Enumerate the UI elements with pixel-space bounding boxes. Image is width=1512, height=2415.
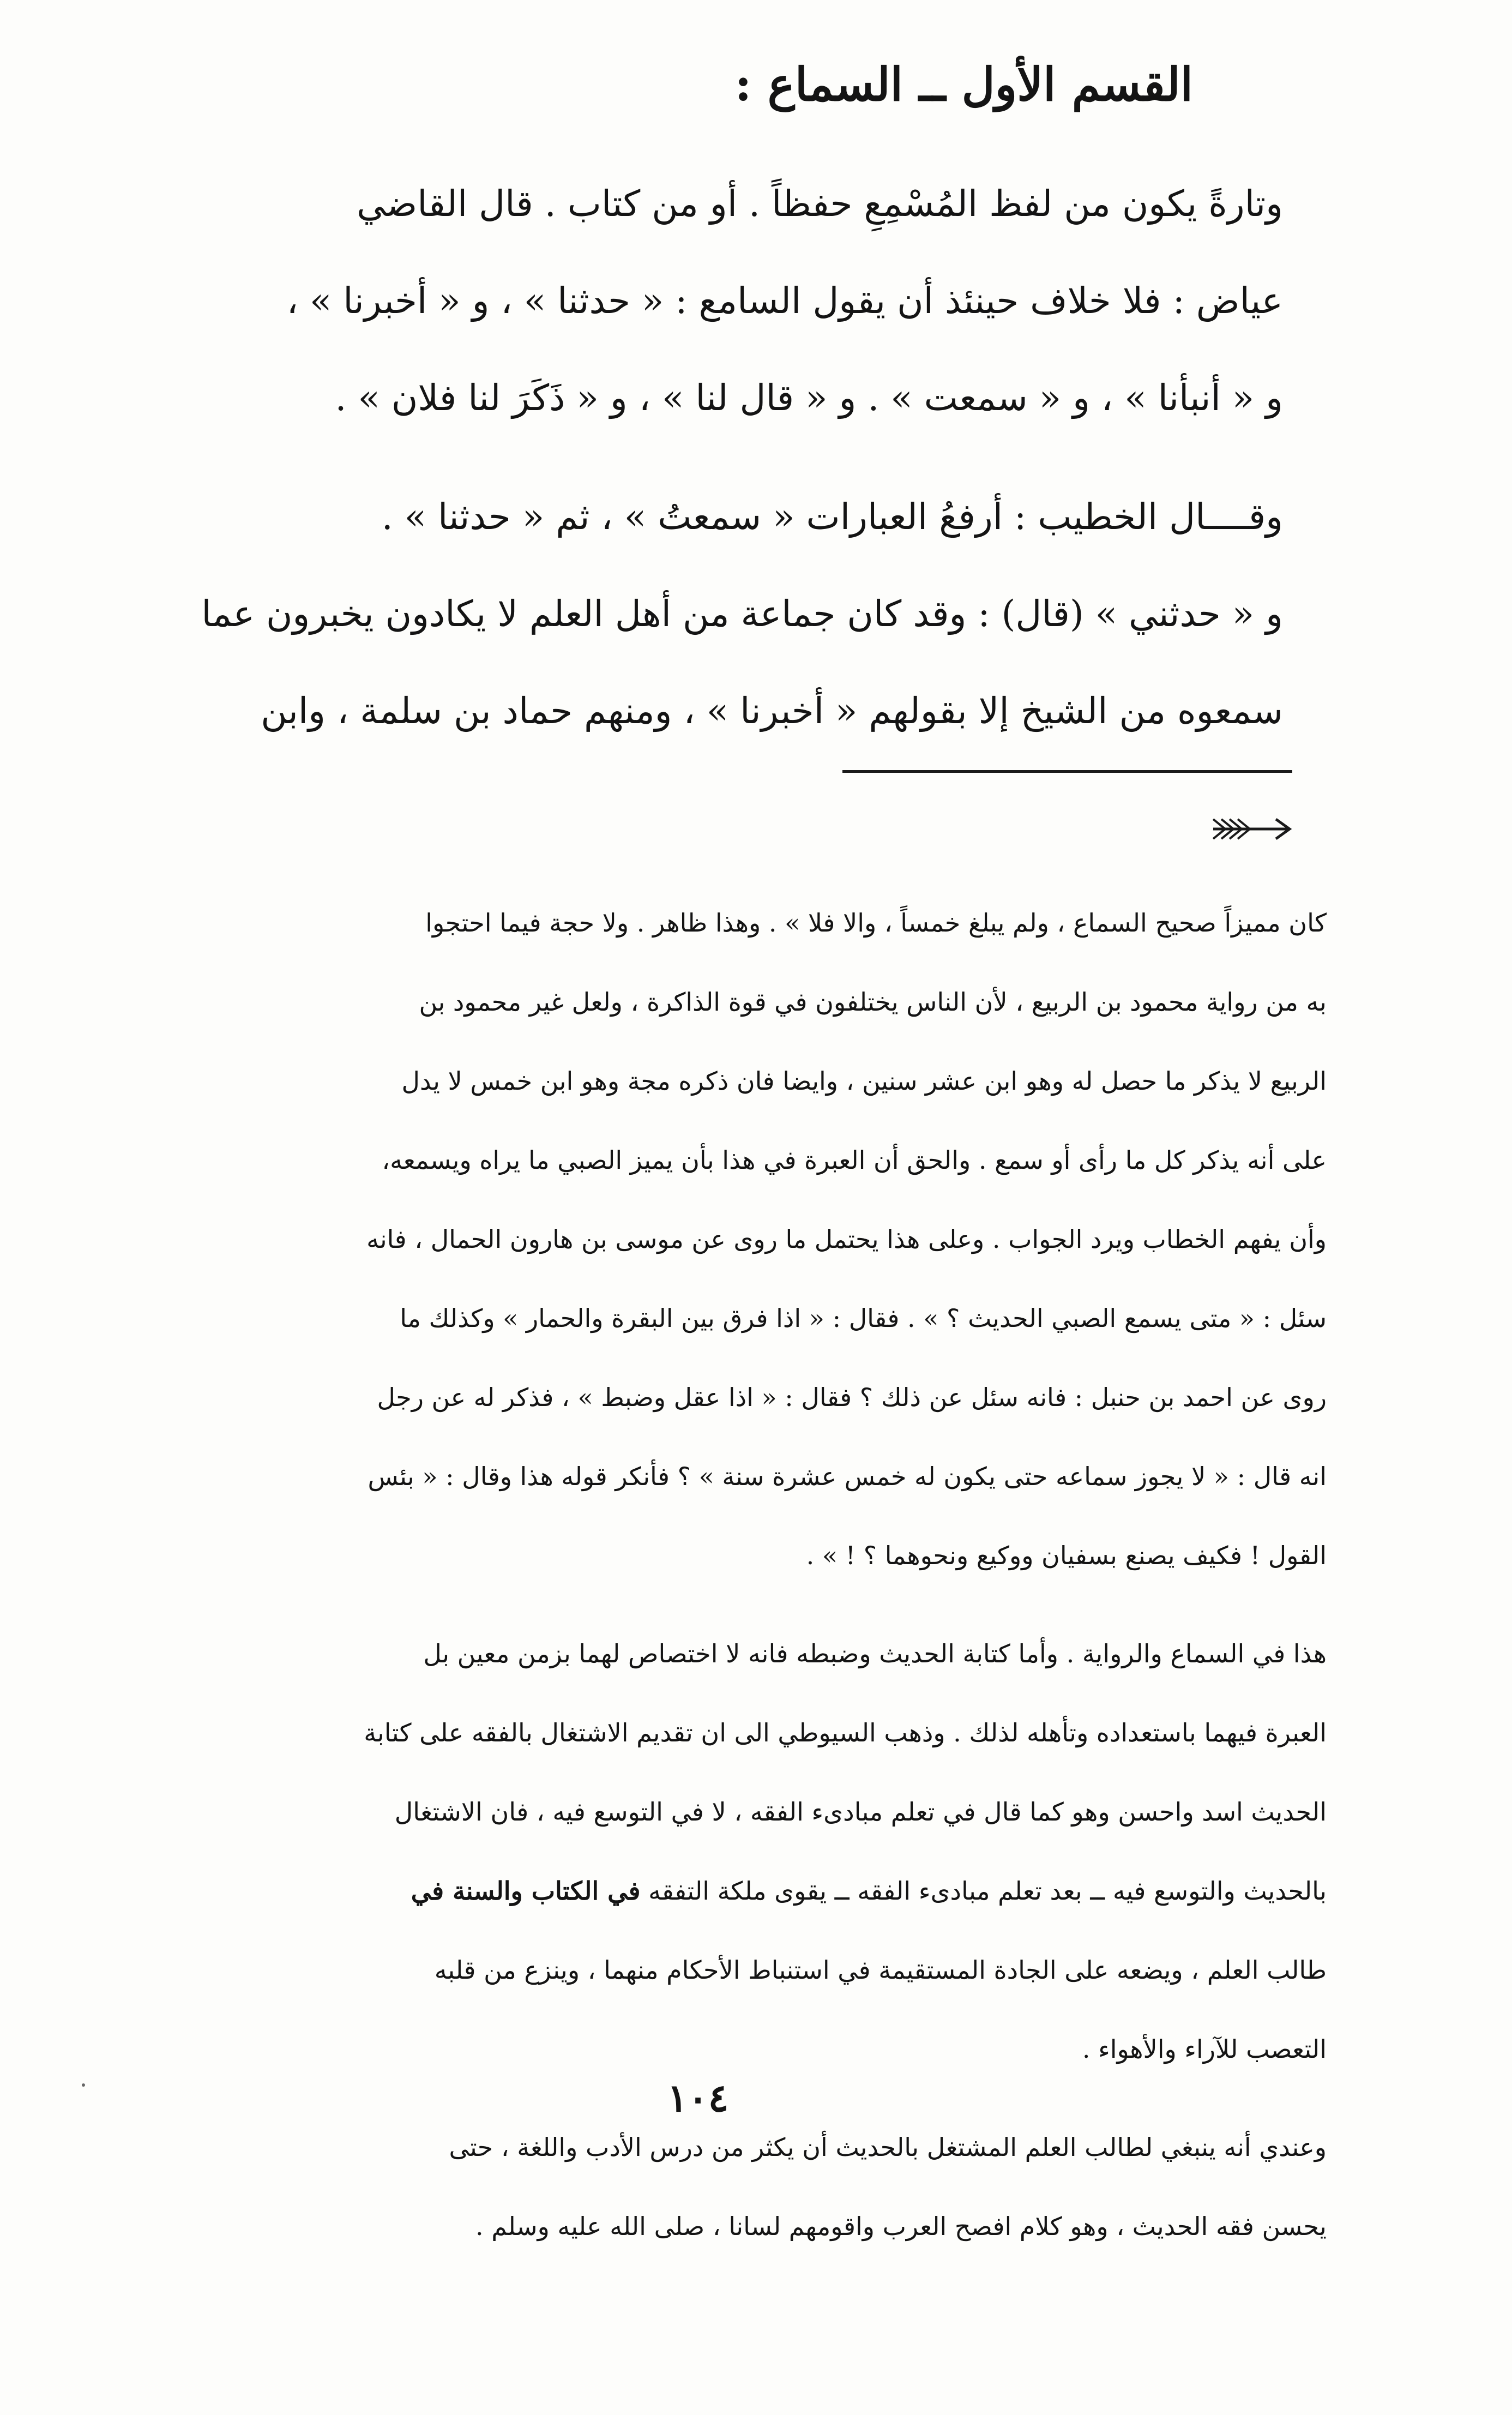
footnote-line: وعندي أنه ينبغي لطالب العلم المشتغل بالحديث أن يكثر من درس الأدب واللغة ، حتى [449, 2132, 1327, 2162]
footnote-line: وأن يفهم الخطاب ويرد الجواب . وعلى هذا يحتمل ما روى عن موسى بن هارون الحمال ، فانه [366, 1224, 1327, 1254]
footnote-line: الحديث اسد واحسن وهو كما قال في تعلم مبادىء الفقه ، لا في التوسع فيه ، فان الاشتغال [394, 1797, 1327, 1827]
footnote-line: هذا في السماع والرواية . وأما كتابة الحديث وضبطه فانه لا اختصاص لهما بزمن معين بل [423, 1639, 1327, 1668]
footnote-bold-phrase: في الكتاب والسنة في [411, 1876, 641, 1906]
body-line: و « حدثني » (قال) : وقد كان جماعة من أهل العلم لا يكادون يخبرون عما [201, 593, 1283, 635]
footnote-line: سئل : « متى يسمع الصبي الحديث ؟ » . فقال : « اذا فرق بين البقرة والحمار » وكذلك ما [400, 1303, 1327, 1333]
page-number: ١٠٤ [667, 2075, 729, 2120]
footnote-line: العبرة فيهما باستعداده وتأهله لذلك . وذهب السيوطي الى ان تقديم الاشتغال بالفقه على كتابة [364, 1718, 1327, 1747]
body-line: و « أنبأنا » ، و « سمعت » . و « قال لنا » ، و « ذَكَرَ لنا فلان » . [335, 377, 1283, 419]
footnote-line: الربيع لا يذكر ما حصل له وهو ابن عشر سنين ، وايضا فان ذكره مجة وهو ابن خمس لا يدل [401, 1066, 1327, 1096]
footnote-line: القول ! فكيف يصنع بسفيان ووكيع ونحوهما ؟ ! » . [806, 1541, 1327, 1570]
footnote-line: يحسن فقه الحديث ، وهو كلام افصح العرب واقومهم لسانا ، صلى الله عليه وسلم . [475, 2212, 1327, 2241]
footnote-line [89, 1852, 1327, 1931]
footnotes [89, 884, 1327, 2266]
footnote-line: انه قال : « لا يجوز سماعه حتى يكون له خمس عشرة سنة » ؟ فأنكر قوله هذا وقال : « بئس [368, 1462, 1327, 1491]
footnote-line-text: بالحديث والتوسع فيه ــ بعد تعلم مبادىء الفقه ــ يقوى ملكة التفقه [640, 1876, 1327, 1906]
scan-speck [82, 2083, 85, 2087]
body-paragraph-1 [182, 155, 1283, 447]
footnote-paragraph-3 [89, 2108, 1327, 2266]
body-line: سمعوه من الشيخ إلا بقولهم « أخبرنا » ، ومنهم حماد بن سلمة ، وابن [261, 690, 1283, 732]
body-line: وتارةً يكون من لفظ المُسْمِعِ حفظاً . أو من كتاب . قال القاضي [357, 183, 1283, 225]
arrow-icon [1208, 813, 1295, 845]
footnote-line: به من رواية محمود بن الربيع ، لأن الناس يختلفون في قوة الذاكرة ، ولعل غير محمود بن [419, 987, 1327, 1017]
body-line: عياض : فلا خلاف حينئذ أن يقول السامع : « حدثنا » ، و « أخبرنا » ، [286, 280, 1283, 322]
footnote-line: على أنه يذكر كل ما رأى أو سمع . والحق أن العبرة في هذا بأن يميز الصبي ما يراه ويسمعه، [382, 1145, 1327, 1175]
body-line: وقــــال الخطيب : أرفعُ العبارات « سمعتُ » ، ثم « حدثنا » . [381, 496, 1283, 538]
footnote-separator-rule [842, 770, 1292, 773]
footnote-line: روى عن احمد بن حنبل : فانه سئل عن ذلك ؟ فقال : « اذا عقل وضبط » ، فذكر له عن رجل [377, 1383, 1327, 1412]
footnote-paragraph-2 [89, 1614, 1327, 2089]
footnote-line: طالب العلم ، ويضعه على الجادة المستقيمة في استنباط الأحكام منهما ، وينزع من قلبه [434, 1955, 1327, 1985]
body-paragraph-2 [182, 468, 1283, 760]
footnote-line: كان مميزاً صحيح السماع ، ولم يبلغ خمساً ، والا فلا » . وهذا ظاهر . ولا حجة فيما احتجوا [425, 908, 1327, 938]
footnote-line: التعصب للآراء والأهواء . [1082, 2034, 1327, 2064]
section-heading: القسم الأول ــ السماع : [734, 57, 1193, 111]
main-body-text [182, 155, 1283, 760]
footnote-paragraph-1 [89, 884, 1327, 1595]
